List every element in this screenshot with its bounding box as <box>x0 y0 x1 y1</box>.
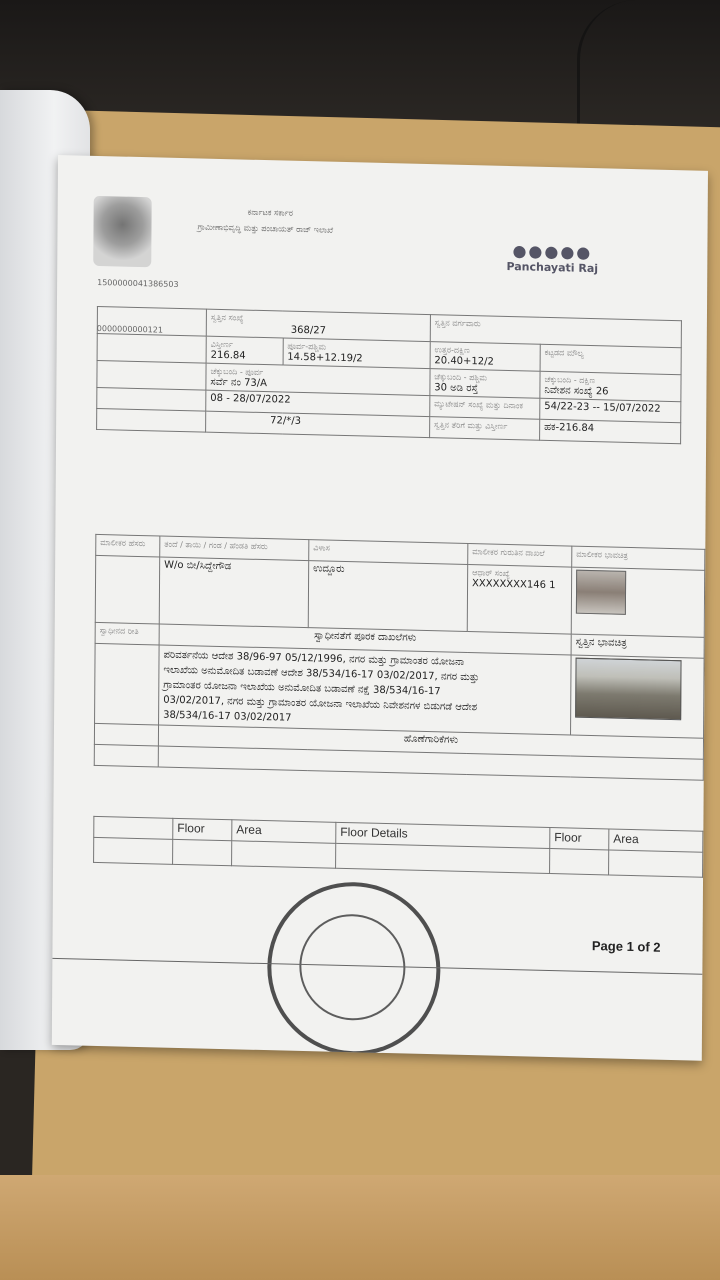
logo-text: Panchayati Raj <box>506 259 599 276</box>
state-emblem <box>93 196 151 267</box>
row-id-1: 1500000041386503 <box>97 277 179 289</box>
desk-surface <box>0 1175 720 1280</box>
floor-header: Floor <box>177 820 205 836</box>
liabilities-heading: ಹೊಣೆಗಾರಿಕೆಗಳು <box>403 733 459 746</box>
panchayati-raj-logo <box>497 241 607 276</box>
document-sheet <box>52 155 708 1061</box>
survey-number: 72/*/3 <box>270 415 302 427</box>
row-id-2: 0000000000121 <box>96 323 163 335</box>
remarks-line: 38/534/16-17 03/02/2017 <box>163 709 292 724</box>
remarks-line: ಇಲಾಖೆಯ ಅನುಮೋದಿತ ಬಡಾವಣೆ ಆದೇಶ 38/534/16-17 03/02/2017, ನಗರ ಮತ್ತು <box>163 664 480 684</box>
boundary-west: 30 ಅಡಿ ರಸ್ತೆ <box>434 382 479 395</box>
area-header: Area <box>236 822 262 837</box>
date-range-1: 08 - 28/07/2022 <box>210 392 291 406</box>
property-photo-label: ಸ್ವತ್ತಿನ ಭಾವಚಿತ್ರ <box>575 636 627 649</box>
owner-photo <box>576 570 626 615</box>
date-range-2: 54/22-23 -- 15/07/2022 <box>544 400 661 415</box>
page-number: Page 1 of 2 <box>591 938 661 955</box>
owner-id-value: XXXXXXXX146 1 <box>472 578 556 592</box>
owner-table: ಮಾಲೀಕರ ಹೆಸರು ತಂದೆ / ತಾಯಿ / ಗಂಡ / ಹೆಂಡತಿ ಹೆಸರು ವಿಳಾಸ ಮಾಲೀಕರ ಗುರುತಿನ ದಾಖಲೆ ಮಾಲೀಕರ ಭಾವಚಿತ್ರ W/o ಬೀ/ಸಿದ್ದೇಗೌಡ ಉದ್ದೂರು ಆಧಾರ್ ಸಂಖ್ಯೆ XXXXXXXX146 1 ಸ್ವಾಧೀನದ ರೀತಿ ಸ್ವಾಧೀನತೆಗೆ ಪೂರಕ ದಾಖಲೆಗಳು ಸ್ವತ್ತಿನ ಭಾವಚಿತ್ರ ಪರಿವರ್ತನೆಯ ಆದೇಶ 38/96-97 05/12/1996, ನಗರ ಮತ್ತು ಗ್ರಾಮಾಂತರ ಯೋಜನಾ ಇಲಾಖೆಯ ಅನುಮೋದಿತ ಬಡಾವಣೆ ಆದೇಶ 38/534/16-17 03/02/2017, ನಗರ ಮತ್ತು ಗ್ರಾಮಾಂತರ ಯೋಜನಾ ಇಲಾಖೆಯ ಅನುಮೋದಿತ ಬಡಾವಣೆ ನಕ್ಷೆ 38/534/16-17 03/02/2017, ನಗರ ಮತ್ತು ಗ್ರಾಮಾಂತರ ಯೋಜನಾ ಇಲಾಖೆಯ ನಿವೇಶನಗಳ ಬಿಡುಗಡೆ ಆದೇಶ 38/534/16-17 03/02/2017 ಹೊಣೆಗಾರಿಕೆಗಳು <box>94 534 706 781</box>
people-logo-icon: ●●●●● <box>512 241 593 263</box>
header-line-2: ಗ್ರಾಮೀಣಾಭಿವೃದ್ಧಿ ಮತ್ತು ಪಂಚಾಯತ್ ರಾಜ್ ಇಲಾಖೆ <box>197 222 334 235</box>
site-photo <box>575 658 681 721</box>
area-header-2: Area <box>613 831 639 847</box>
ownership-docs-heading: ಸ್ವಾಧೀನತೆಗೆ ಪೂರಕ ದಾಖಲೆಗಳು <box>314 630 417 644</box>
property-table: ಸ್ವತ್ತಿನ ಸಂಖ್ಯೆ 368/27 ಸ್ವತ್ತಿನ ವರ್ಗವಾರು ವಿಸ್ತೀರ್ಣ 216.84 ಪೂರ್ವ-ಪಶ್ಚಿಮ 14.58+12.19/2 ಉತ್ತರ-ದಕ್ಷಿಣ 20.40+12/2 ಕಟ್ಟಡದ ಮೌಲ್ಯ ಚೆಕ್ಕುಬಂದಿ - ಪೂರ್ವ ಸರ್ವೆ ನಂ 73/A ಚೆಕ್ಕುಬಂದಿ - ಪಶ್ಚಿಮ 30 ಅಡಿ ರಸ್ತೆ ಚೆಕ್ಕುಬಂದಿ - ದಕ್ಷಿಣ ನಿವೇಶನ ಸಂಖ್ಯೆ 26 08 - 28/07/2022 ಮ್ಯುಟೇಷನ್ ಸಂಖ್ಯೆ ಮತ್ತು ದಿನಾಂಕ 54/22-23 -- 15/07/2022 72/*/3 ಸ್ವತ್ತಿನ ತೆರಿಗೆ ಮತ್ತು ವಿಸ್ತೀರ್ಣ ಹಕ-216.84 <box>96 306 682 444</box>
official-seal <box>267 880 441 1057</box>
floor-table <box>93 816 703 878</box>
area-value: 216.84 <box>210 349 246 362</box>
floor-header-2: Floor <box>554 830 582 845</box>
remarks-block <box>159 645 572 735</box>
owner-relation: W/o ಬೀ/ಸಿದ್ದೇಗೌಡ <box>164 559 232 573</box>
area-total: ಹಕ-216.84 <box>544 421 595 435</box>
boundary-east: ಸರ್ವೆ ನಂ 73/A <box>210 376 268 390</box>
owner-address: ಉದ್ದೂರು <box>313 563 345 576</box>
remarks-line: 03/02/2017, ನಗರ ಮತ್ತು ಗ್ರಾಮಾಂತರ ಯೋಜನಾ ಇಲಾಖೆಯ ನಿವೇಶನಗಳ ಬಿಡುಗಡೆ ಆದೇಶ <box>163 694 478 714</box>
boundary-south: ನಿವೇಶನ ಸಂಖ್ಯೆ 26 <box>544 384 609 398</box>
remarks-line: ಪರಿವರ್ತನೆಯ ಆದೇಶ 38/96-97 05/12/1996, ನಗರ ಮತ್ತು ಗ್ರಾಮಾಂತರ ಯೋಜನಾ <box>163 649 465 668</box>
property-number: 368/27 <box>290 324 327 337</box>
owner-id-label: ಆಧಾರ್ ಸಂಖ್ಯೆ <box>472 568 510 579</box>
dimension-north-south: 20.40+12/2 <box>434 355 494 368</box>
header-line-1: ಕರ್ನಾಟಕ ಸರ್ಕಾರ <box>247 207 294 218</box>
floor-details-header: Floor Details <box>340 824 408 841</box>
dimension-east-west: 14.58+12.19/2 <box>287 351 363 365</box>
owner-photo-label: ಮಾಲೀಕರ ಭಾವಚಿತ್ರ <box>576 549 628 560</box>
remarks-line: ಗ್ರಾಮಾಂತರ ಯೋಜನಾ ಇಲಾಖೆಯ ಅನುಮೋದಿತ ಬಡಾವಣೆ ನಕ್ಷೆ 38/534/16-17 <box>163 679 441 698</box>
seal-inner-ring <box>299 913 406 1022</box>
